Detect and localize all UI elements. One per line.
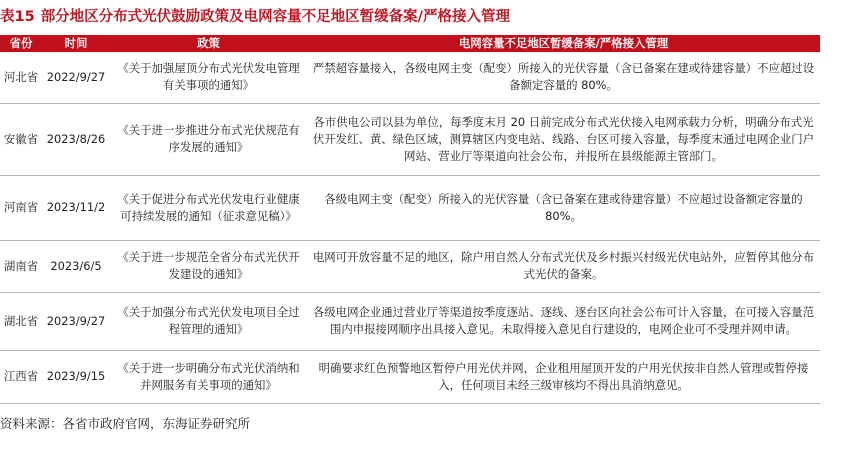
cell-province: 安徽省 <box>0 103 42 175</box>
cell-date: 2022/9/27 <box>42 52 110 103</box>
cell-date: 2023/9/27 <box>42 292 110 350</box>
table-header-row <box>0 35 820 52</box>
table-title-text: 部分地区分布式光伏鼓励政策及电网容量不足地区暂缓备案/严格接入管理 <box>40 9 510 25</box>
table-row <box>0 52 820 103</box>
header-province: 省份 <box>0 35 42 52</box>
cell-date: 2023/6/5 <box>42 240 110 292</box>
table-row <box>0 240 820 292</box>
cell-date: 2023/8/26 <box>42 103 110 175</box>
header-measure: 电网容量不足地区暂缓备案/严格接入管理 <box>307 35 820 52</box>
cell-province: 江西省 <box>0 350 42 403</box>
table-row <box>0 292 820 350</box>
cell-date: 2023/9/15 <box>42 350 110 403</box>
cell-province: 河南省 <box>0 175 42 240</box>
header-policy: 政策 <box>110 35 307 52</box>
cell-measure: 电网可开放容量不足的地区，除户用自然人分布式光伏及乡村振兴村级光伏电站外，应暂停其他分布式光伏的备案。 <box>307 240 820 292</box>
cell-measure: 各级电网主变（配变）所接入的光伏容量（含已备案在建或待建容量）不应超过设备额定容量的 80%。 <box>307 175 820 240</box>
table-title <box>0 6 510 28</box>
table-row <box>0 103 820 175</box>
cell-date: 2023/11/2 <box>42 175 110 240</box>
table-row <box>0 350 820 403</box>
cell-province: 河北省 <box>0 52 42 103</box>
cell-policy: 《关于进一步规范全省分布式光伏开发建设的通知》 <box>110 240 307 292</box>
source-note: 资料来源：各省市政府官网，东海证券研究所 <box>0 416 251 431</box>
cell-province: 湖南省 <box>0 240 42 292</box>
cell-measure: 各级电网企业通过营业厅等渠道按季度逐站、逐线、逐台区向社会公布可计入容量，在可接入容量范围内申报接网顺序出具接入意见。未取得接入意见自行建设的，电网企业可不受理并网申请。 <box>307 292 820 350</box>
header-date: 时间 <box>42 35 110 52</box>
cell-province: 湖北省 <box>0 292 42 350</box>
cell-policy: 《关于加强分布式光伏发电项目全过程管理的通知》 <box>110 292 307 350</box>
cell-policy: 《关于进一步明确分布式光伏消纳和并网服务有关事项的通知》 <box>110 350 307 403</box>
cell-measure: 严禁超容量接入，各级电网主变（配变）所接入的光伏容量（含已备案在建或待建容量）不应超过设备额定容量的 80%。 <box>307 52 820 103</box>
cell-policy: 《关于进一步推进分布式光伏规范有序发展的通知》 <box>110 103 307 175</box>
cell-measure: 明确要求红色预警地区暂停户用光伏并网，企业租用屋顶开发的户用光伏按非自然人管理或暂停接入，任何项目未经三级审核均不得出具消纳意见。 <box>307 350 820 403</box>
cell-policy: 《关于加强屋顶分布式光伏发电管理有关事项的通知》 <box>110 52 307 103</box>
table-row <box>0 175 820 240</box>
table-number: 表15 <box>0 9 35 25</box>
policy-table <box>0 35 820 404</box>
cell-measure: 各市供电公司以县为单位，每季度末月 20 日前完成分布式光伏接入电网承载力分析，明确分布式光伏开发红、黄、绿色区域，测算辖区内变电站、线路、台区可接入容量，每季度末通过电网企业门户网站、营业厅等渠道向社会公布，并报所在县级能源主管部门。 <box>307 103 820 175</box>
cell-policy: 《关于促进分布式光伏发电行业健康可持续发展的通知（征求意见稿）》 <box>110 175 307 240</box>
